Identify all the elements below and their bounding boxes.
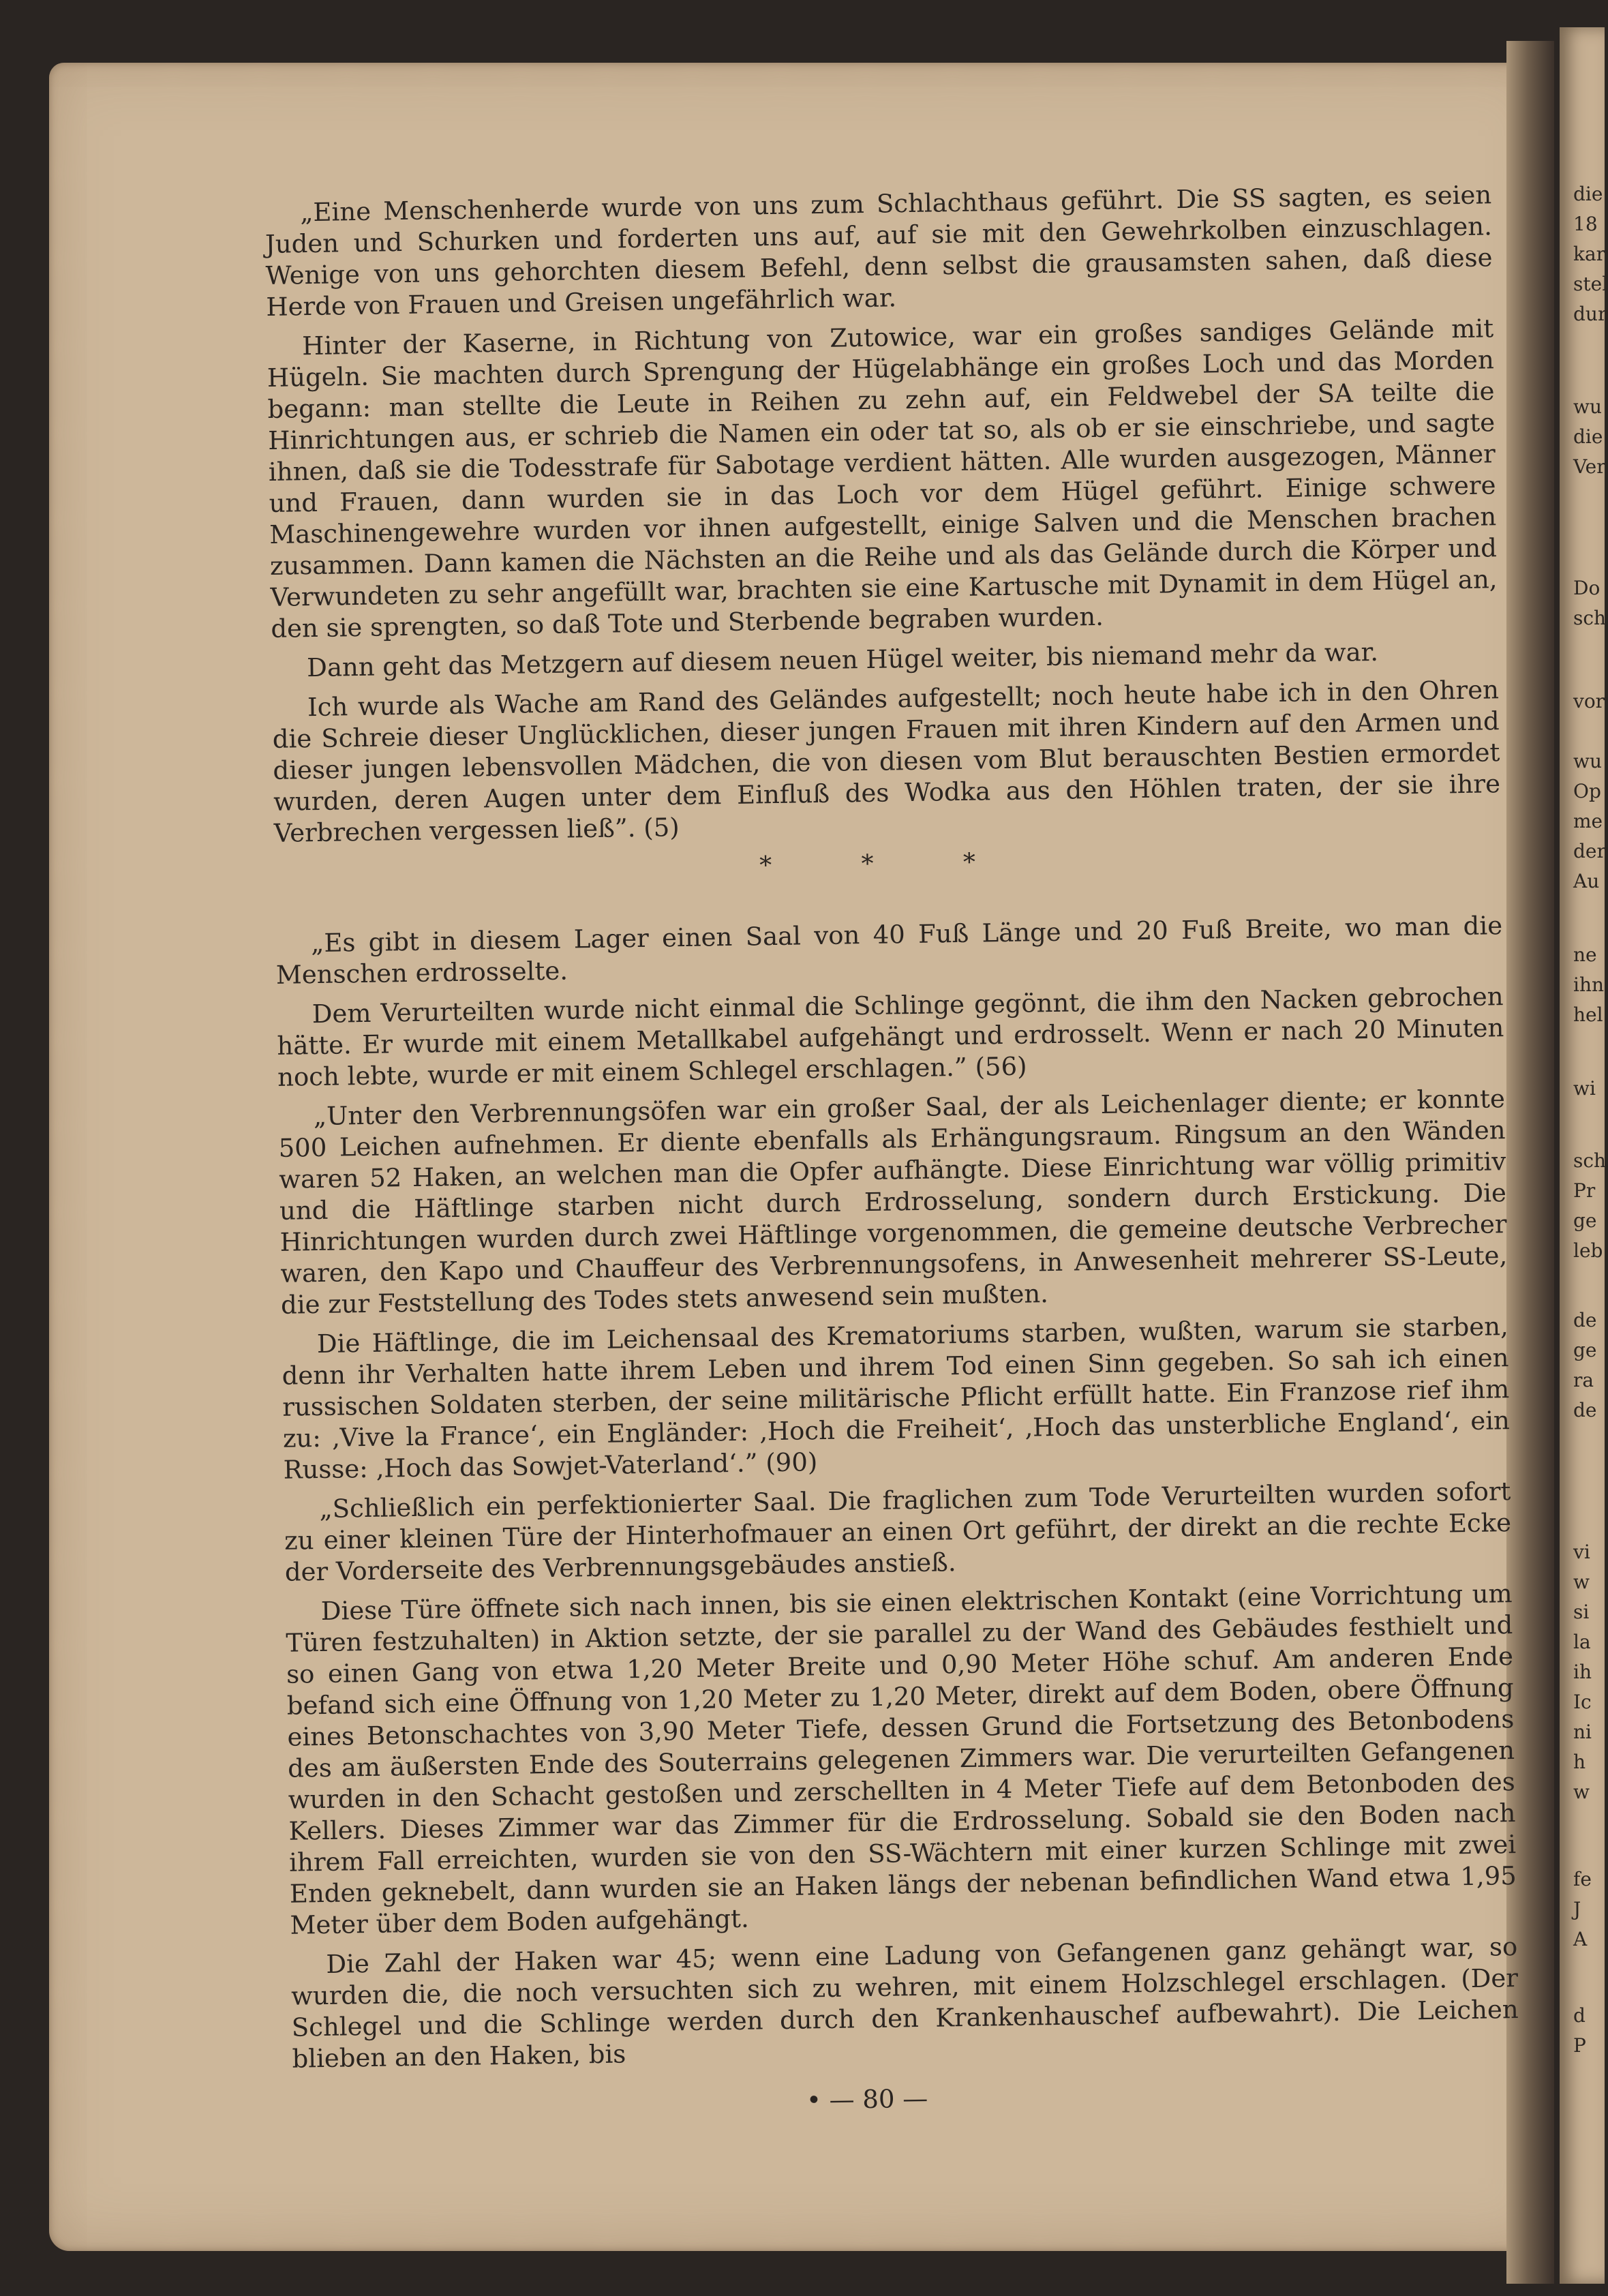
adjacent-fragment: la xyxy=(1573,1631,1591,1653)
adjacent-fragment: die xyxy=(1573,183,1603,205)
adjacent-fragment: vor xyxy=(1573,690,1605,712)
paragraph: „Es gibt in diesem Lager einen Saal von 40 Fuß Länge und 20 Fuß Breite, wo man die Menschen erdrosselte. xyxy=(275,911,1503,990)
adjacent-fragment: wu xyxy=(1573,750,1602,772)
adjacent-fragment: Ic xyxy=(1573,1691,1592,1713)
adjacent-page-edge xyxy=(1560,27,1608,2284)
adjacent-fragment: h xyxy=(1573,1751,1586,1773)
page-body xyxy=(264,179,1519,2083)
paragraph: „Schließlich ein perfektionierter Saal. Die fraglichen zum Tode Verurteilten wurden sofort zu einer kleinen Türe der Hinterhofmauer an einen Ort geführt, der direkt an die rechte Ecke der Vorderseite des Verbrennungsgebäudes anstieß. xyxy=(284,1477,1512,1587)
adjacent-fragment: sch xyxy=(1573,607,1607,629)
adjacent-fragment: Au xyxy=(1573,870,1600,892)
adjacent-fragment: de xyxy=(1573,1309,1597,1331)
adjacent-fragment: fe xyxy=(1573,1868,1592,1890)
paragraph: Hinter der Kaserne, in Richtung von Zutowice, war ein großes sandiges Gelände mit Hügeln. Sie machten durch Sprengung der Hügelabhänge ein großes Loch und das Morden begann: man stellte die Leute in Reihen zu zehn auf, ein Feldwebel der SA teilte die Hinrichtungen aus, er schrieb die Namen ein oder tat so, als ob er sie einschriebe, und sagte ihnen, daß sie die Todesstrafe für Sabotage verdient hätten. Alle wurden ausgezogen, Männer und Frauen, dann wurden sie in das Loch vor dem Hügel geführt. Einige schwere Maschinengewehre wurden vor ihnen aufgestellt, einige Salven und die Menschen brachen zusammen. Dann kamen die Nächsten an die Reihe und als das Gelände durch die Körper und Verwundeten zu sehr angefüllt war, brachten sie eine Kartusche mit Dynamit in dem Hügel an, den sie sprengten, so daß Tote und Sterbende begraben wurden. xyxy=(267,314,1498,644)
adjacent-fragment: J xyxy=(1573,1898,1581,1920)
section-separator: * * * xyxy=(759,847,1017,880)
adjacent-fragment: w xyxy=(1573,1571,1590,1593)
adjacent-fragment: P xyxy=(1573,2034,1586,2057)
paragraph: „Unter den Verbrennungsöfen war ein großer Saal, der als Leichenlager diente; er konnte 500 Leichen aufnehmen. Er diente ebenfalls als Erhängungsraum. Ringsum an den Wänden waren 52 Haken, an welchen man die Opfer aufhängte. Diese Einrichtung war völlig primitiv und die Häftlinge starben nicht durch Erdrosselung, sondern durch Erstickung. Die Hinrichtungen wurden durch zwei Häftlinge vorgenommen, die gemeine deutsche Verbrecher waren, den Kapo und Chauffeur des Verbrennungsofens, in Anwesenheit mehrerer SS-Leute, die zur Feststellung des Todes stets anwesend sein mußten. xyxy=(278,1084,1508,1320)
adjacent-fragment: Do xyxy=(1573,577,1601,599)
adjacent-fragment: me xyxy=(1573,810,1603,832)
adjacent-fragment: Pr xyxy=(1573,1179,1596,1202)
adjacent-fragment: ni xyxy=(1573,1721,1592,1743)
page-number: • — 80 — xyxy=(806,2083,928,2115)
adjacent-fragment: w xyxy=(1573,1781,1590,1803)
adjacent-fragment: leb xyxy=(1573,1239,1603,1262)
adjacent-fragment: ihn xyxy=(1573,973,1605,996)
adjacent-fragment: A xyxy=(1573,1928,1588,1950)
paragraph: Die Zahl der Haken war 45; wenn eine Ladung von Gefangenen ganz gehängt war, so wurden die, die noch versuchten sich zu wehren, mit einem Holzschlegel erschlagen. (Der Schlegel und die Schlinge werden durch den Krankenhauschef aufbewahrt). Die Leichen blieben an den Haken, bis xyxy=(290,1932,1519,2074)
adjacent-fragment: wi xyxy=(1573,1077,1596,1100)
adjacent-fragment: ne xyxy=(1573,943,1597,966)
paragraph: „Eine Menschenherde wurde von uns zum Schlachthaus geführt. Die SS sagten, es seien Juden und Schurken und forderten uns auf, auf sie mit den Gewehrkolben einzuschlagen. Wenige von uns gehorchten diesem Befehl, denn selbst die grausamsten sahen, daß diese Herde von Frauen und Greisen ungefährlich war. xyxy=(264,180,1493,322)
adjacent-fragment: ra xyxy=(1573,1369,1594,1391)
adjacent-fragment: Op xyxy=(1573,780,1601,802)
adjacent-fragment: d xyxy=(1573,2004,1586,2027)
adjacent-fragment: vi xyxy=(1573,1541,1590,1563)
adjacent-fragment: dur xyxy=(1573,303,1607,325)
adjacent-fragment: die xyxy=(1573,425,1603,448)
adjacent-fragment: de xyxy=(1573,1399,1597,1421)
adjacent-fragment: ih xyxy=(1573,1661,1592,1683)
paragraph: Diese Türe öffnete sich nach innen, bis sie einen elektrischen Kontakt (eine Vorrichtung um Türen festzuhalten) in Aktion setzte, der sie parallel zu der Wand des Gebäudes festhielt und so einen Gang von etwa 1,20 Meter Breite und 0,90 Meter Höhe schuf. Am anderen Ende befand sich eine Öffnung von 1,20 Meter zu 1,20 Meter, direkt auf dem Boden, obere Öffnung eines Betonschachtes von 3,90 Meter Tiefe, dessen Grund die Fortsetzung des Betonbodens des am äußersten Ende des Souterrains gelegenen Zimmers war. Die verurteilten Gefangenen wurden in den Schacht gestoßen und zerschellten in 4 Meter Tiefe auf dem Betonboden des Kellers. Dieses Zimmer war das Zimmer für die Erdrosselung. Sobald sie den Boden nach ihrem Fall erreichten, wurden sie von den SS-Wächtern mit einer kurzen Schlinge mit zwei Enden geknebelt, dann wurden sie an Haken längs der nebenan befindlichen Wand etwa 1,95 Meter über dem Boden aufgehängt. xyxy=(286,1579,1517,1940)
paragraph: Dem Verurteilten wurde nicht einmal die Schlinge gegönnt, die ihm den Nacken gebrochen hätte. Er wurde mit einem Metallkabel aufgehängt und erdrosselt. Wenn er nach 20 Minuten noch lebte, wurde er mit einem Schlegel erschlagen.” (56) xyxy=(277,982,1504,1092)
adjacent-fragment: ge xyxy=(1573,1209,1597,1232)
paragraph: Die Häftlinge, die im Leichensaal des Krematoriums starben, wußten, warum sie starben, denn ihr Verhalten hatte ihrem Leben und ihrem Tod einen Sinn gegeben. So sah ich einen russischen Soldaten sterben, der seine militärische Pflicht erfüllt hatte. Ein Franzose rief ihm zu: ‚Vive la France‘, ein Engländer: ‚Hoch die Freiheit‘, ‚Hoch das unsterbliche England‘, ein Russe: ‚Hoch das Sowjet-Vaterland‘.” (90) xyxy=(282,1312,1511,1485)
adjacent-fragment: Ver xyxy=(1573,455,1606,478)
adjacent-fragment: ge xyxy=(1573,1339,1597,1361)
paragraph: Ich wurde als Wache am Rand des Geländes aufgestellt; noch heute habe ich in den Ohren die Schreie dieser Unglücklichen, dieser jungen Frauen mit ihren Kindern auf den Armen und dieser jungen lebensvollen Mädchen, die von diesen vom Blut berauschten Bestien ermordet wurden, deren Augen unter dem Einfluß des Wodka aus den Höhlen traten, der sie ihre Verbrechen vergessen ließ”. (5) xyxy=(272,675,1501,848)
adjacent-fragment: 18 xyxy=(1573,213,1598,235)
paragraph: Dann geht das Metzgern auf diesem neuen Hügel weiter, bis niemand mehr da war. xyxy=(306,637,1379,683)
adjacent-fragment: stel xyxy=(1573,273,1608,295)
adjacent-fragment: si xyxy=(1573,1601,1590,1623)
adjacent-fragment: sch xyxy=(1573,1149,1607,1172)
adjacent-fragment: der xyxy=(1573,840,1606,862)
adjacent-fragment: wu xyxy=(1573,395,1602,418)
adjacent-fragment: hel xyxy=(1573,1003,1603,1026)
adjacent-fragment: kar xyxy=(1573,243,1606,265)
